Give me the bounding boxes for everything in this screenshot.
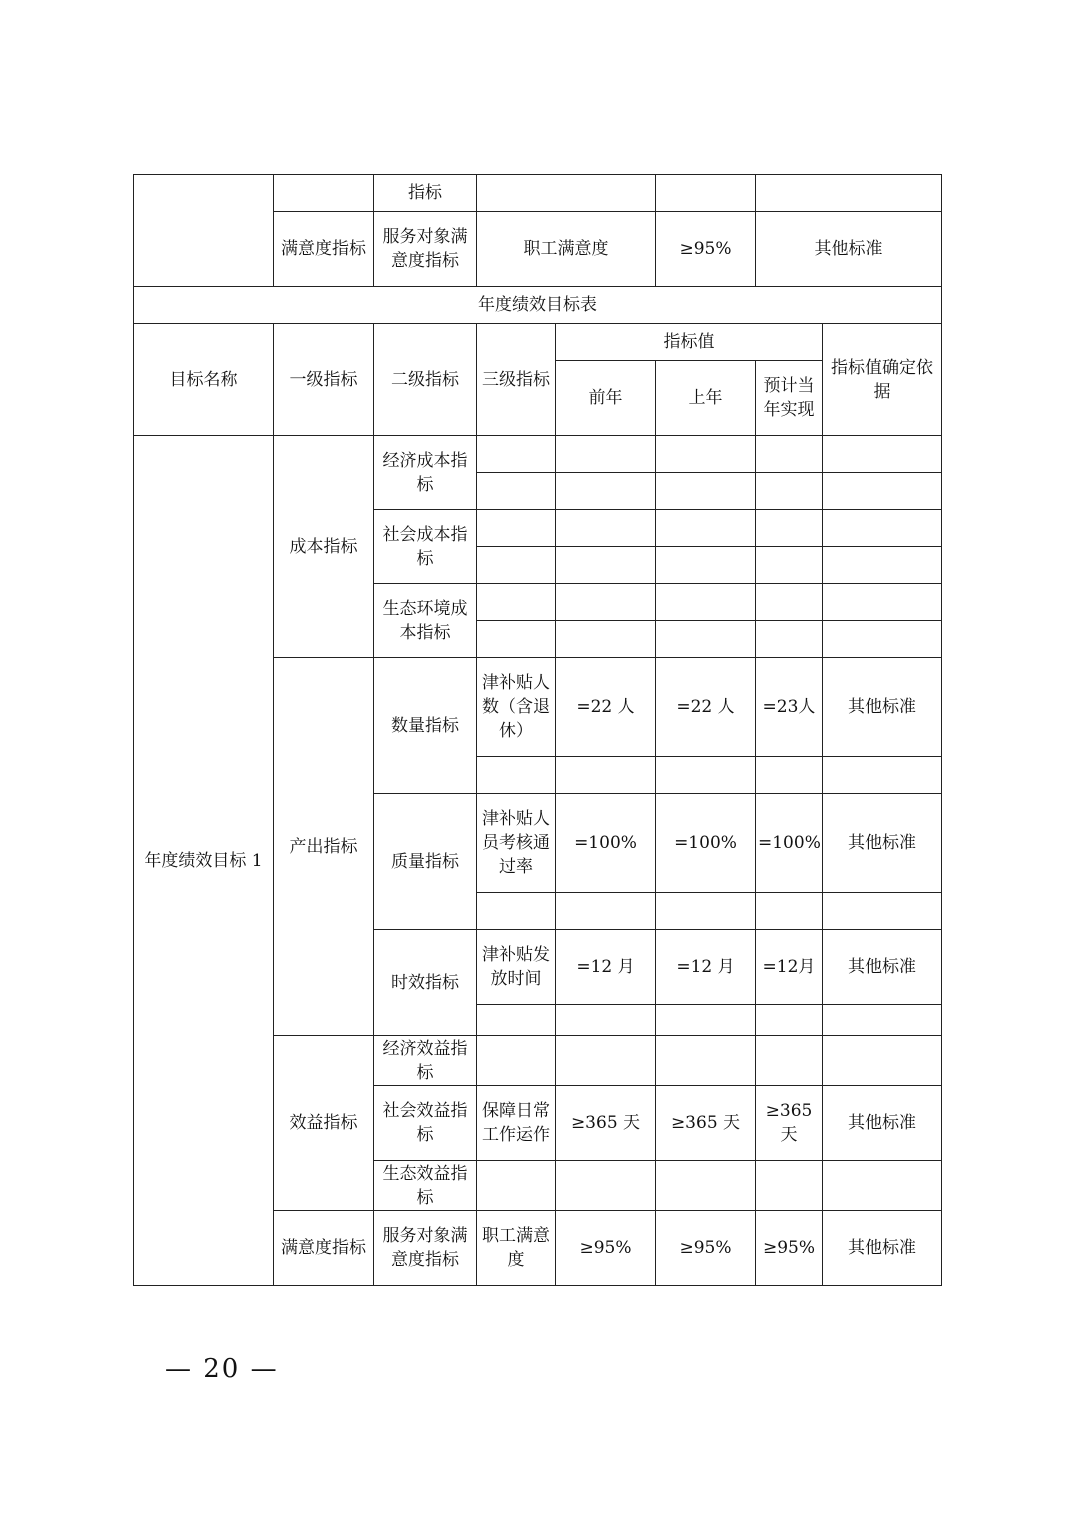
last-year-value: ≥95% (656, 1211, 756, 1286)
level2-social-benefit: 社会效益指标 (374, 1086, 477, 1161)
level3-cell: 职工满意度 (477, 212, 656, 287)
level2-service-satisfaction: 服务对象满意度指标 (374, 1211, 477, 1286)
level3-cell: 职工满意度 (477, 1211, 556, 1286)
header-indicator-value: 指标值 (556, 324, 823, 361)
year-before-value: ≥365 天 (556, 1086, 656, 1161)
basis-cell: 其他标准 (823, 794, 942, 893)
current-value: ≥95% (756, 1211, 823, 1286)
last-year-value: =100% (656, 794, 756, 893)
current-value: ≥365天 (756, 1086, 823, 1161)
basis-cell (756, 175, 942, 212)
level2-timeliness: 时效指标 (374, 930, 477, 1036)
header-last-year: 上年 (656, 361, 756, 436)
header-level3: 三级指标 (477, 324, 556, 436)
value-cell: ≥95% (656, 212, 756, 287)
level2-quantity: 数量指标 (374, 658, 477, 794)
header-current-expected: 预计当年实现 (756, 361, 823, 436)
level3-cell (477, 175, 656, 212)
basis-cell: 其他标准 (823, 1086, 942, 1161)
last-year-value: ≥365 天 (656, 1086, 756, 1161)
level3-cell: 保障日常工作运作 (477, 1086, 556, 1161)
page-number: — 20 — (165, 1354, 279, 1384)
level2-cell: 指标 (374, 175, 477, 212)
level3-cell: 津补贴人员考核通过率 (477, 794, 556, 893)
annual-performance-table (133, 286, 942, 1286)
basis-cell: 其他标准 (823, 1211, 942, 1286)
level2-economic-cost: 经济成本指标 (374, 436, 477, 510)
level2-ecological-benefit: 生态效益指标 (374, 1161, 477, 1211)
level2-social-cost: 社会成本指标 (374, 510, 477, 584)
current-value: =23人 (756, 658, 823, 757)
header-level1: 一级指标 (274, 324, 374, 436)
level2-economic-benefit: 经济效益指标 (374, 1036, 477, 1086)
table-title-row (134, 287, 942, 324)
level1-cost: 成本指标 (274, 436, 374, 658)
header-year-before: 前年 (556, 361, 656, 436)
level1-satisfaction: 满意度指标 (274, 1211, 374, 1286)
header-basis: 指标值确定依据 (823, 324, 942, 436)
table-row (134, 175, 942, 212)
table-row (134, 436, 942, 473)
value-cell (656, 175, 756, 212)
current-value: =12月 (756, 930, 823, 1005)
header-level2: 二级指标 (374, 324, 477, 436)
level2-cell: 服务对象满意度指标 (374, 212, 477, 287)
basis-cell: 其他标准 (823, 930, 942, 1005)
year-before-value: ≥95% (556, 1211, 656, 1286)
target-name-cell: 年度绩效目标 1 (134, 436, 274, 1286)
current-value: =100% (756, 794, 823, 893)
basis-cell: 其他标准 (756, 212, 942, 287)
level1-benefit: 效益指标 (274, 1036, 374, 1211)
table-title: 年度绩效目标表 (134, 287, 942, 324)
header-target-name: 目标名称 (134, 324, 274, 436)
year-before-value: =100% (556, 794, 656, 893)
year-before-value: =12 月 (556, 930, 656, 1005)
basis-cell: 其他标准 (823, 658, 942, 757)
header-row (134, 324, 942, 361)
level2-quality: 质量指标 (374, 794, 477, 930)
year-before-value: =22 人 (556, 658, 656, 757)
level3-cell: 津补贴发放时间 (477, 930, 556, 1005)
last-year-value: =12 月 (656, 930, 756, 1005)
level1-output: 产出指标 (274, 658, 374, 1036)
level2-ecological-cost: 生态环境成本指标 (374, 584, 477, 658)
last-year-value: =22 人 (656, 658, 756, 757)
target-name-cell (134, 175, 274, 287)
continued-table (133, 174, 942, 287)
level3-cell: 津补贴人数（含退休） (477, 658, 556, 757)
level1-cell: 满意度指标 (274, 212, 374, 287)
level1-cell (274, 175, 374, 212)
